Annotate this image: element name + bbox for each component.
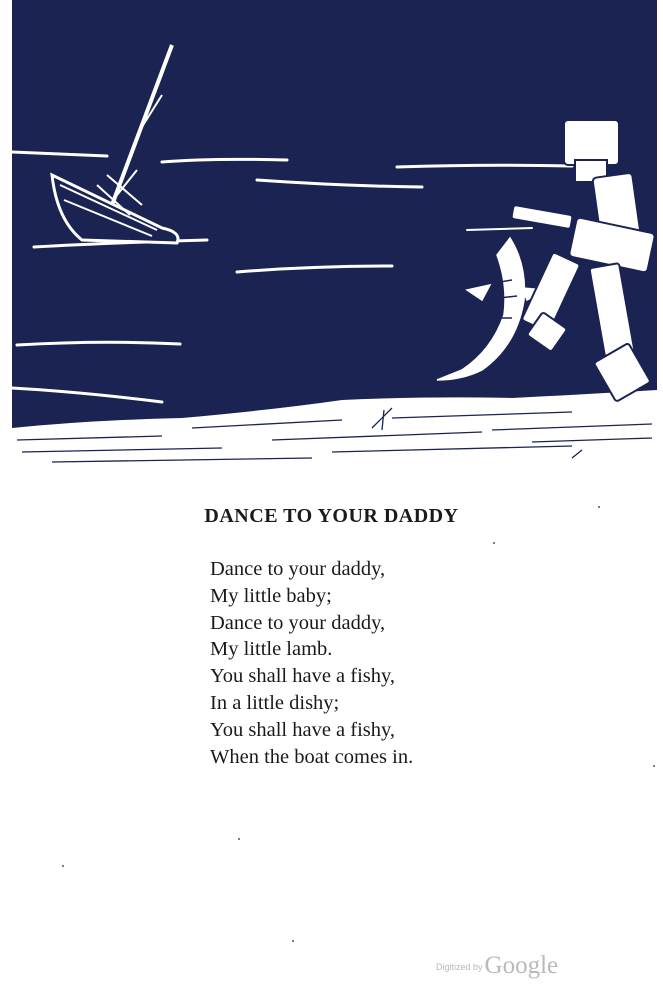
scan-speck	[493, 542, 495, 544]
scan-speck	[238, 838, 240, 840]
poem-line: My little lamb.	[210, 638, 333, 661]
scan-speck	[292, 940, 294, 942]
scan-speck	[598, 506, 600, 508]
poem-verse	[210, 556, 413, 770]
poem-line: When the boat comes in.	[210, 745, 414, 768]
poem-title: DANCE TO YOUR DADDY	[204, 505, 459, 527]
scan-speck	[62, 865, 64, 867]
watermark-prefix: Digitized by	[436, 962, 483, 972]
watermark-brand: Google	[484, 952, 559, 979]
poem-line: You shall have a fishy,	[210, 718, 396, 741]
poem-line: Dance to your daddy,	[210, 611, 386, 634]
digitized-watermark	[436, 952, 558, 980]
illustration	[12, 0, 657, 470]
poem-line: You shall have a fishy,	[210, 665, 396, 688]
scan-speck	[653, 765, 655, 767]
poem-line: In a little dishy;	[210, 691, 340, 714]
poem-line: My little baby;	[210, 584, 332, 607]
poem-line: Dance to your daddy,	[210, 558, 386, 580]
